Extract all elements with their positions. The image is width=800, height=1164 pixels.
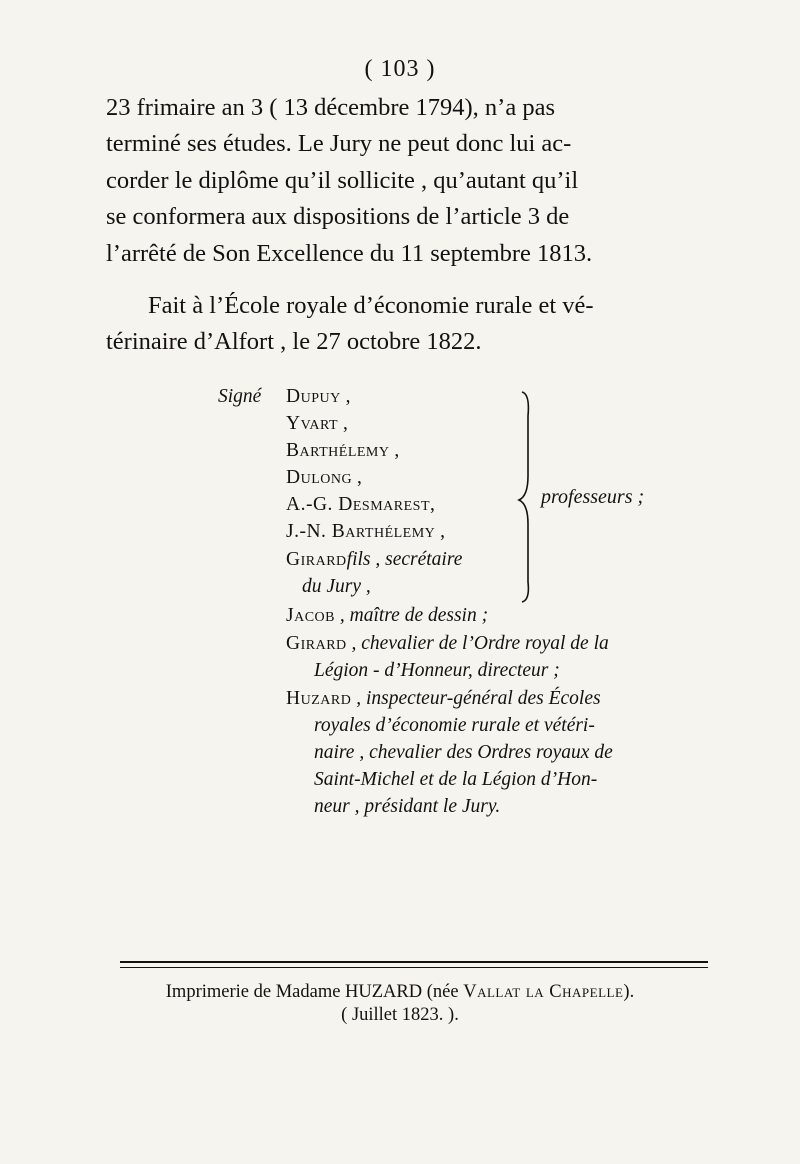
signatory-dupuy [286,386,350,408]
paragraph-line: térinaire d’Alfort , le 27 octobre 1822. [106,328,482,356]
group-label: professeurs ; [541,486,645,508]
paragraph-line: Fait à l’École royale d’économie rurale et vé- [148,292,594,319]
brace-icon [508,386,538,606]
signatory-name: Girard [286,633,347,654]
divider-rule-thin [120,967,708,968]
signatory-title: , maître de dessin ; [335,605,489,626]
signatory-name: Barthélemy [286,440,390,461]
signe-label: Signé [218,386,262,407]
signatory-title: , inspecteur-général des Écoles [351,688,601,709]
signatory-title-continued: du Jury , [302,576,371,597]
punctuation: , [389,440,400,461]
signatory-title-continued: Légion - d’Honneur, directeur ; [314,660,560,681]
signatory-title-continued: Saint-Michel et de la Légion d’Hon- [314,769,598,790]
imprint-suffix: ). [623,982,635,1002]
page-number: ( 103 ) [364,56,436,82]
signatory-jacob [286,605,488,627]
punctuation: , [338,413,348,434]
paragraph-line: 23 frimaire an 3 ( 13 décembre 1794), n’a pas [106,94,555,121]
signatory-name: Girard [286,549,347,570]
signatory-girard-fils [286,549,462,571]
imprint-maiden-name: Vallat la Chapelle [463,982,624,1002]
signatory-name: A.-G. Desmarest [286,494,430,515]
divider-rule-thick [120,961,708,963]
signatory-name: Jacob [286,605,335,626]
signatory-title-continued: naire , chevalier des Ordres royaux de [314,742,613,763]
punctuation: , [430,494,435,515]
imprint-line [0,982,800,1003]
signatory-name: Yvart [286,413,339,434]
paragraph-line: l’arrêté de Son Excellence du 11 septembre 1813. [106,239,593,267]
signatures-block [0,386,800,826]
signatory-title-continued: royales d’économie rurale et vétéri- [314,715,595,736]
signatory-title: , chevalier de l’Ordre royal de la [346,633,609,654]
paragraph-2 [106,288,696,361]
signatory-title-continued: neur , présidant le Jury. [314,796,501,817]
signatory-name: Dupuy [286,386,341,407]
signatory-jn-barthelemy [286,521,445,543]
punctuation: , [352,467,362,488]
paragraph-line: terminé ses études. Le Jury ne peut donc lui ac- [106,130,572,158]
signatory-title: fils , secrétaire [346,549,463,570]
signatory-yvart [286,413,348,435]
signatory-desmarest [286,494,435,516]
paragraph-line: se conformera aux dispositions de l’article 3 de [106,203,570,231]
signatory-name: J.-N. Barthélemy [286,521,436,542]
imprint-prefix: Imprimerie de Madame HUZARD (née [165,982,464,1002]
paragraph-line: corder le diplôme qu’il sollicite , qu’autant qu’il [106,166,579,194]
punctuation: , [435,521,446,542]
signatory-name: Huzard [286,688,352,709]
signatory-girard [286,633,609,655]
signatory-dulong [286,467,362,489]
signatory-barthelemy [286,440,399,462]
signatory-huzard [286,688,601,710]
imprint-date: ( Juillet 1823. ). [341,1005,459,1025]
signatory-name: Dulong [286,467,353,488]
punctuation: , [340,386,351,407]
paragraph-1 [106,90,696,272]
